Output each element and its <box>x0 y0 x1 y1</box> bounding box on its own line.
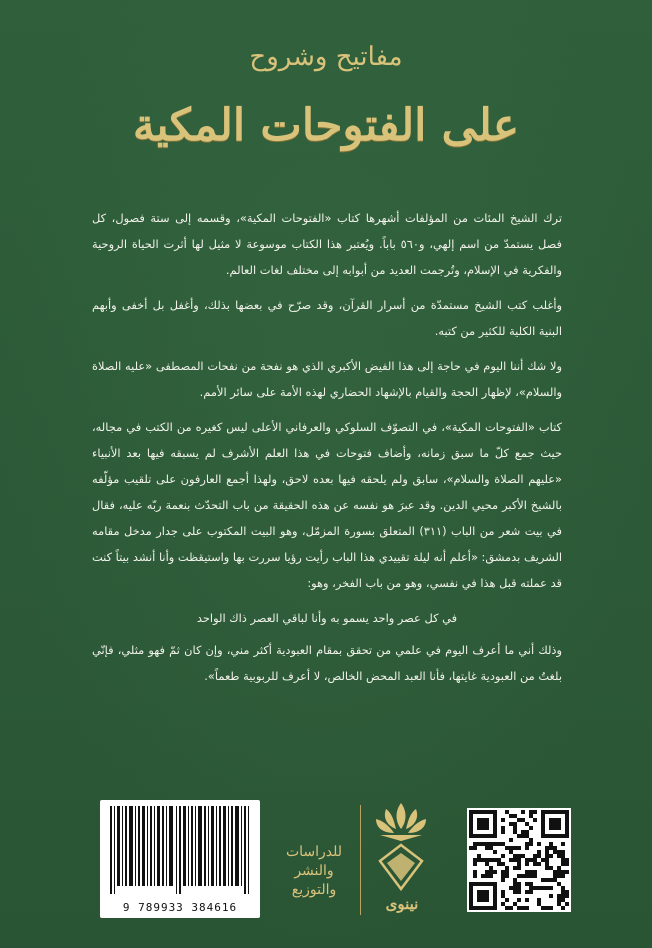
qr-code-icon <box>467 808 571 912</box>
isbn-number: 9 789933 384616 <box>122 901 238 914</box>
cover-title: على الفتوحات المكية <box>132 100 520 151</box>
logo-divider <box>360 805 361 915</box>
tagline-line: والنشر <box>294 863 334 879</box>
blurb-paragraph: ترك الشيخ المئات من المؤلفات أشهرها كتاب «الفتوحات المكية»، وقسمه إلى ستة فصول، كل فصل يستمدّ من اسم إلهي، و٥٦٠ باباً. ويُعتبر هذا الكتاب موسوعة لا مثيل لها أثرت الحياة الروحية والفكرية في الإسلام، وتُرجمت العديد من أبوابه إلى مختلف لغات العالم. <box>92 211 562 277</box>
blurb-paragraph: وأغلب كتب الشيخ مستمدّة من أسرار القرآن، وقد صرّح في بعضها بذلك، وأغفل بل أخفى وأبهم البنية الكلية للكثير من كتبه. <box>92 298 562 338</box>
blurb-paragraph: كتاب «الفتوحات المكية»، في التصوّف السلوكي والعرفاني الأعلى ليس كغيره من الكتب في مجاله، حيث جمع كلّ ما سبق زمانه، وأضاف فتوحات في هذا العلم الأشرف لم يسبقه فيها بعد الأنبياء «عليهم الصلاة والسلام»، سابق ولم يلحقه فيها بعده لاحق، ولهذا أجمع العارفون على تلقيب مؤلّفه بالشيخ الأكبر محيي الدين. وقد عبرَ هو نفسه عن هذه الحقيقة من باب التحدّث بنعمة ربّه عليه، فقال في بيت شعر من الباب (٣١١) المتعلق بسورة المزمّل، وهو البيت المكتوب على جدار مدخل مقامه الشريف بدمشق: «أعلم أنه ليلة تقييدي هذا الباب رأيت رؤيا سررت بها واستيقظت وأنا أنشد بيتاً كنت قد عملته قبل هذا في نفسي، وهو من باب الفخر، وهو: <box>92 420 562 590</box>
blurb-paragraph: ولا شك أننا اليوم في حاجة إلى هذا الفيض الأكبري الذي هو نفحة من نفحات المصطفى «عليه الصلاة والسلام»، لإظهار الحجة والقيام بالإشهاد الحضاري لهذه الأمة على سائر الأمم. <box>92 359 562 399</box>
barcode-icon <box>106 806 254 894</box>
cover-subtitle: مفاتيح وشروح <box>249 42 403 72</box>
cover-footer <box>0 795 652 925</box>
publisher-name: نينوى <box>385 895 419 913</box>
publisher-tagline <box>268 843 360 900</box>
qr-code <box>467 808 571 912</box>
poem-verse: في كل عصر واحد يسمو به وأنا لباقي العصر ذاك الواحد <box>196 611 458 625</box>
lotus-emblem-icon <box>366 795 436 895</box>
publisher-logo <box>268 795 448 925</box>
tagline-line: والتوزيع <box>291 882 337 898</box>
blurb-text <box>92 205 562 698</box>
tagline-line: للدراسات <box>285 844 343 860</box>
blurb-closing: وذلك أني ما أعرف اليوم في علمي من تحقق بمقام العبودية أكثر مني، وإن كان ثمّ فهو مثلي، فإنّي بلغتُ من العبودية غايتها، فأنا العبد المحض الخالص، لا أعرف للربوبية طعماً». <box>92 643 562 683</box>
isbn-barcode <box>100 800 260 918</box>
